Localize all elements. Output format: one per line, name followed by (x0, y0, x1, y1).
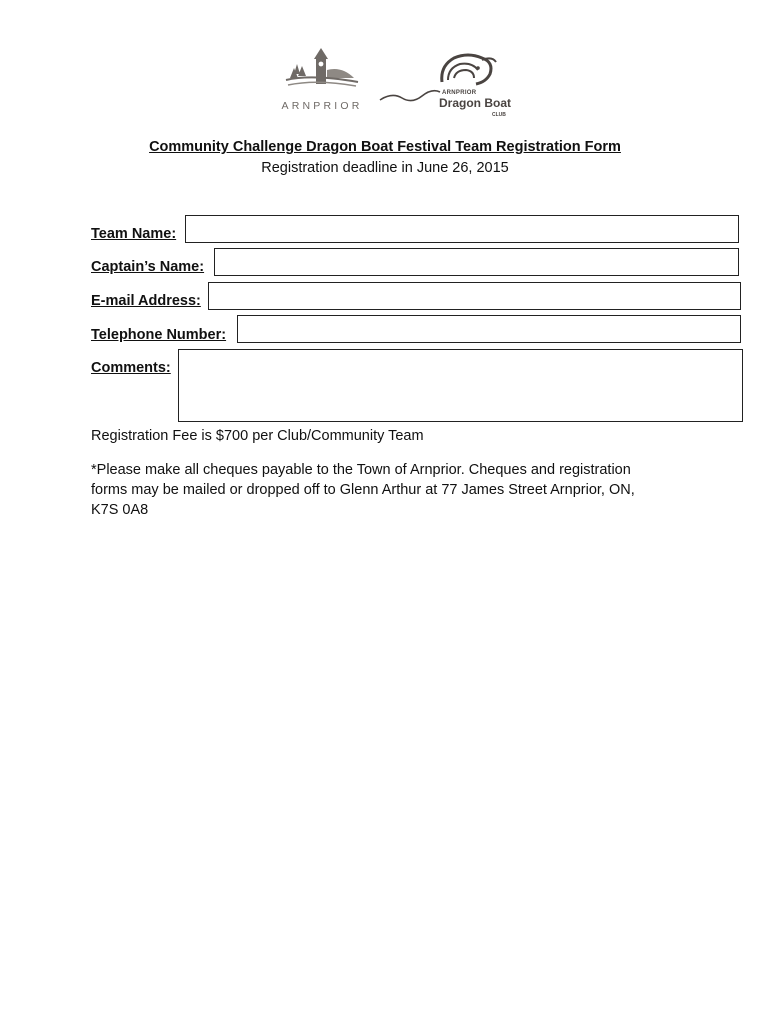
form-title: Community Challenge Dragon Boat Festival Team Registration Form (149, 139, 621, 155)
telephone-number-field[interactable] (237, 315, 741, 343)
dragon-boat-club-logo (378, 52, 520, 122)
comments-label: Comments: (91, 360, 171, 376)
captain-name-field[interactable] (214, 248, 739, 276)
email-address-field[interactable] (208, 282, 741, 310)
note-line-1: *Please make all cheques payable to the Town of Arnprior. Cheques and registration (91, 462, 631, 478)
telephone-number-label: Telephone Number: (91, 327, 227, 343)
registration-deadline: Registration deadline in June 26, 2015 (261, 160, 509, 176)
dragon-club-line1: ARNPRIOR (442, 90, 477, 96)
captain-name-label: Captain’s Name: (91, 259, 205, 275)
dragon-club-line2: Dragon Boat (439, 96, 511, 110)
arnprior-emblem-icon (272, 44, 372, 100)
arnprior-wordmark: ARNPRIOR (281, 100, 363, 112)
team-name-field[interactable] (185, 215, 739, 243)
registration-fee-text: Registration Fee is $700 per Club/Community Team (91, 428, 424, 444)
dragon-club-line3: CLUB (492, 112, 506, 118)
note-line-3: K7S 0A8 (91, 502, 149, 518)
email-address-label: E-mail Address: (91, 293, 201, 309)
arnprior-logo (272, 44, 372, 118)
comments-field[interactable] (178, 349, 743, 422)
team-name-label: Team Name: (91, 226, 177, 242)
note-line-2: forms may be mailed or dropped off to Glenn Arthur at 77 James Street Arnprior, ON, (91, 482, 635, 498)
